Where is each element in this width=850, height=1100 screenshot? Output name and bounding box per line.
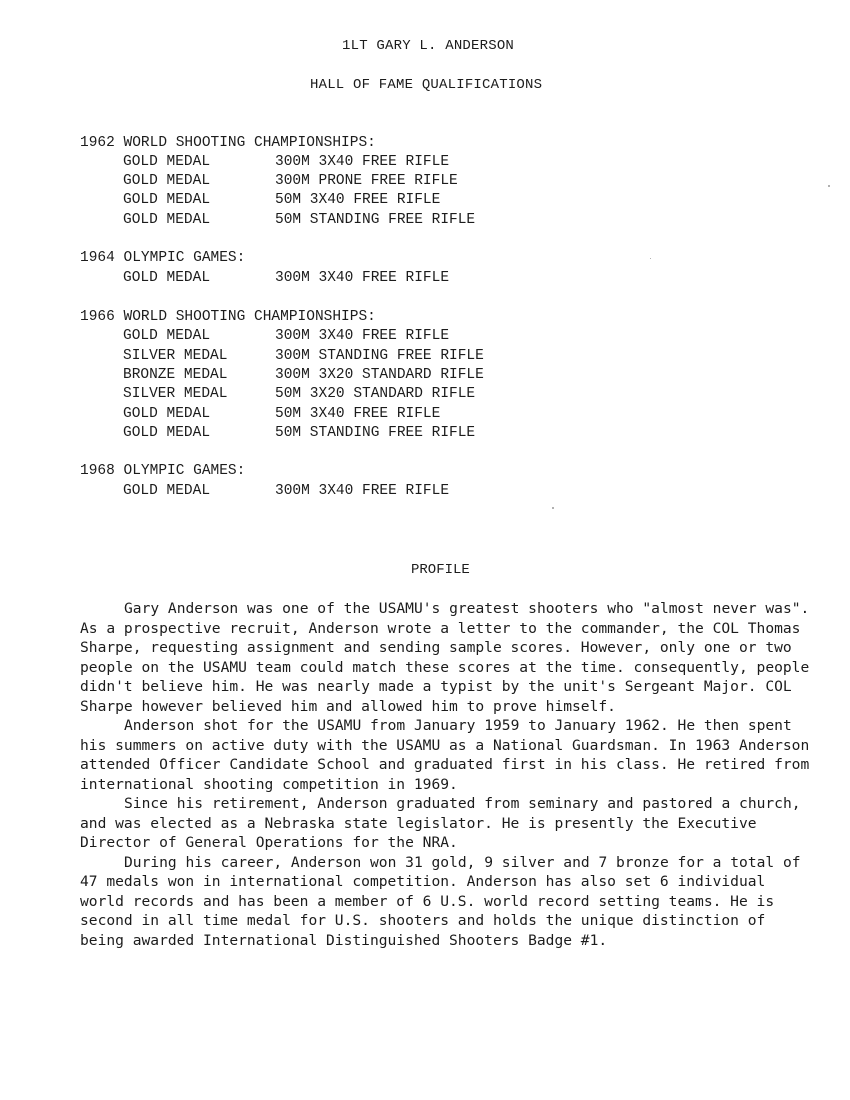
event-label: 300M PRONE FREE RIFLE [275, 173, 458, 189]
event-label: 50M STANDING FREE RIFLE [275, 212, 476, 228]
event-label: 300M STANDING FREE RIFLE [275, 348, 484, 364]
event-label: 50M 3X40 FREE RIFLE [275, 406, 441, 422]
medal-label: BRONZE MEDAL [123, 367, 228, 383]
medal-label: SILVER MEDAL [123, 386, 228, 402]
profile-paragraph: Since his retirement, Anderson graduated from seminary and pastored a church, and was elected as a Nebraska state legislator. He is presently the Executive Director of General Operations for the NRA. [80, 795, 801, 851]
event-label: 300M 3X40 FREE RIFLE [275, 154, 450, 170]
profile-heading: PROFILE [411, 562, 470, 578]
event-label: 50M 3X20 STANDARD RIFLE [275, 386, 476, 402]
page-subtitle: HALL OF FAME QUALIFICATIONS [310, 77, 543, 93]
profile-paragraph: Gary Anderson was one of the USAMU's greatest shooters who "almost never was". As a prospective recruit, Anderson wrote a letter to the commander, the COL Thomas Sharpe, requesting assignment and sending sample scores. However, only one or two people on the USAMU team could match these scores at the time. consequently, people didn't believe him. He was nearly made a typist by the unit's Sergeant Major. COL Sharpe however believed him and allowed him to prove himself. [80, 600, 810, 715]
medal-label: GOLD MEDAL [123, 270, 211, 286]
profile-body [80, 599, 815, 950]
event-label: 300M 3X40 FREE RIFLE [275, 270, 450, 286]
scan-speck [828, 185, 830, 187]
medal-label: GOLD MEDAL [123, 483, 211, 499]
medal-label: GOLD MEDAL [123, 425, 211, 441]
medal-label: SILVER MEDAL [123, 348, 228, 364]
event-label: 50M 3X40 FREE RIFLE [275, 192, 441, 208]
event-label: 300M 3X40 FREE RIFLE [275, 483, 450, 499]
medal-label: GOLD MEDAL [123, 173, 211, 189]
event-label: 50M STANDING FREE RIFLE [275, 425, 476, 441]
section-title-1968-olympics: 1968 OLYMPIC GAMES: [80, 463, 246, 479]
page-title: 1LT GARY L. ANDERSON [342, 38, 515, 54]
medal-label: GOLD MEDAL [123, 406, 211, 422]
medal-label: GOLD MEDAL [123, 192, 211, 208]
medal-label: GOLD MEDAL [123, 212, 211, 228]
section-title-1964-olympics: 1964 OLYMPIC GAMES: [80, 250, 246, 266]
event-label: 300M 3X20 STANDARD RIFLE [275, 367, 484, 383]
section-title-1966-world: 1966 WORLD SHOOTING CHAMPIONSHIPS: [80, 309, 376, 325]
profile-paragraph: Anderson shot for the USAMU from January 1959 to January 1962. He then spent his summers on active duty with the USAMU as a National Guardsman. In 1963 Anderson attended Officer Candidate School and graduated first in his class. He retired from international shooting competition in 1969. [80, 717, 810, 793]
scan-speck [552, 507, 554, 509]
medal-label: GOLD MEDAL [123, 328, 211, 344]
scan-speck [650, 258, 651, 259]
section-title-1962-world: 1962 WORLD SHOOTING CHAMPIONSHIPS: [80, 135, 376, 151]
event-label: 300M 3X40 FREE RIFLE [275, 328, 450, 344]
medal-label: GOLD MEDAL [123, 154, 211, 170]
profile-paragraph: During his career, Anderson won 31 gold, 9 silver and 7 bronze for a total of 47 medals won in international competition. Anderson has also set 6 individual world records and has been a member of 6 U.S. world record setting teams. He is second in all time medal for U.S. shooters and holds the unique distinction of being awarded International Distinguished Shooters Badge #1. [80, 853, 801, 949]
